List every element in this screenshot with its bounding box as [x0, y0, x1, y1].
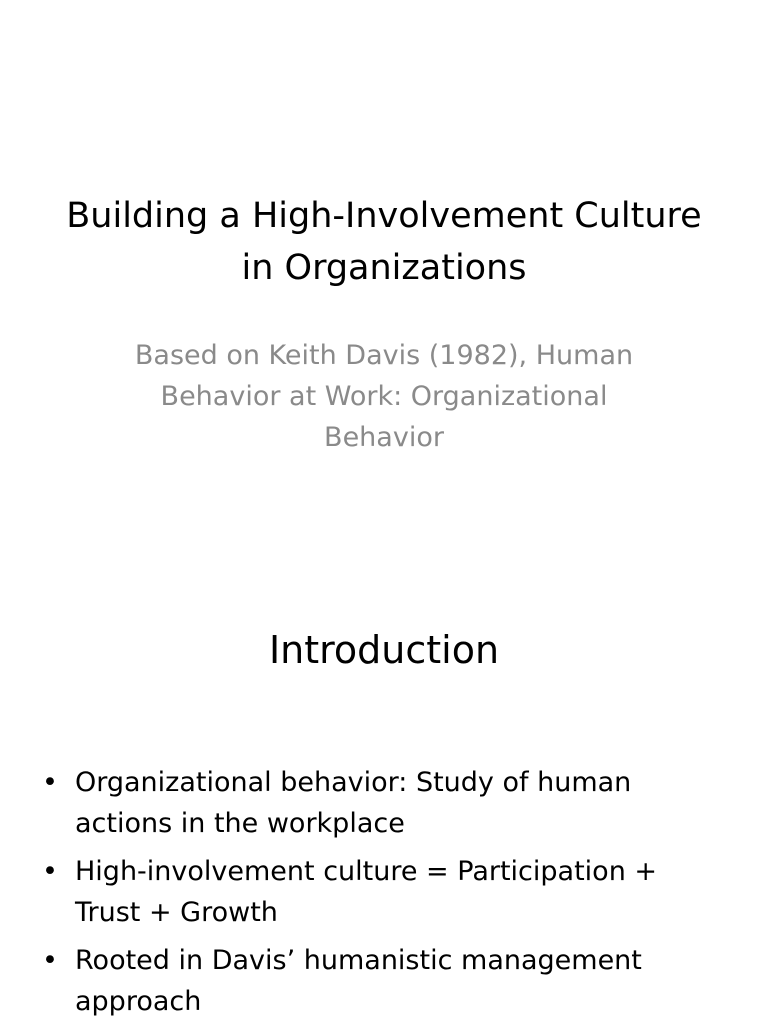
- slide-heading: Introduction: [268, 628, 500, 672]
- presentation-title: Building a High-Involvement Culture in Organizations: [66, 196, 702, 288]
- bullet-item: [40, 762, 730, 844]
- bullet-icon: •: [42, 856, 58, 887]
- bullet-text: Rooted in Davis’ humanistic management approach: [75, 945, 642, 1017]
- title-block: [60, 190, 708, 294]
- bullet-text: High-involvement culture = Participation + Trust + Growth: [75, 856, 658, 928]
- bullet-icon: •: [42, 767, 58, 798]
- bullet-text: Organizational behavior: Study of human actions in the workplace: [75, 767, 632, 839]
- bullet-item: [40, 940, 730, 1022]
- bullet-list: [40, 762, 730, 1029]
- bullet-item: [40, 851, 730, 933]
- introduction-slide: [0, 576, 768, 1024]
- bullet-icon: •: [42, 945, 58, 976]
- presentation-subtitle: Based on Keith Davis (1982), Human Behavior at Work: Organizational Behavior: [134, 340, 634, 453]
